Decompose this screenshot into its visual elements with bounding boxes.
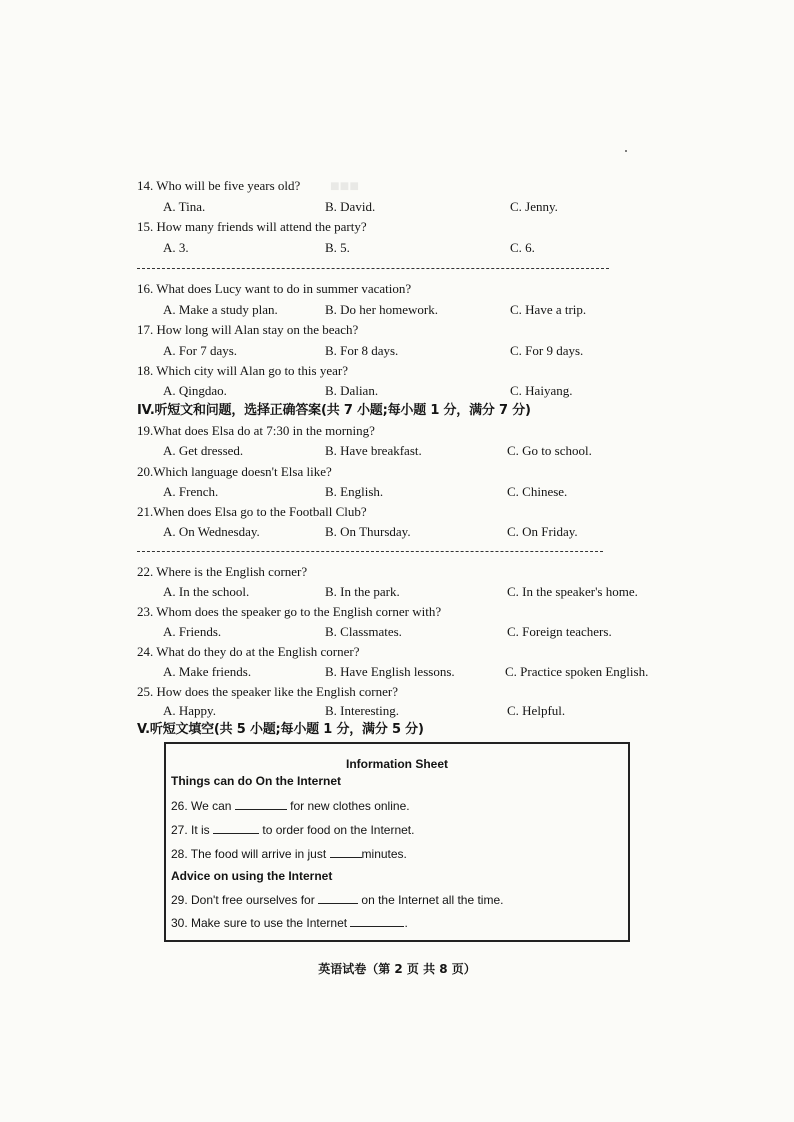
information-sheet-title: Information Sheet <box>345 757 448 771</box>
q19-option-b: B. Have breakfast. <box>325 443 422 458</box>
fill-item-30: 30. Make sure to use the Internet . <box>171 916 408 930</box>
answer-blank-30[interactable] <box>350 915 404 927</box>
question-16: 16. What does Lucy want to do in summer vacation? <box>137 281 412 296</box>
q21-option-a: A. On Wednesday. <box>163 524 260 539</box>
q25-option-a: A. Happy. <box>163 703 216 718</box>
q16-option-b: B. Do her homework. <box>325 302 439 317</box>
question-17: 17. How long will Alan stay on the beach? <box>137 322 359 337</box>
answer-blank-29[interactable] <box>318 892 358 904</box>
q24-option-a: A. Make friends. <box>163 664 252 679</box>
q16-option-a: A. Make a study plan. <box>163 302 278 317</box>
q14-option-a: A. Tina. <box>163 199 206 214</box>
dashed-divider <box>137 268 609 269</box>
q22-option-b: B. In the park. <box>325 584 400 599</box>
fill-item-26: 26. We can for new clothes online. <box>171 799 410 813</box>
info-heading-advice: Advice on using the Internet <box>171 869 333 883</box>
question-23: 23. Whom does the speaker go to the English corner with? <box>137 604 442 619</box>
q20-option-a: A. French. <box>163 484 219 499</box>
q17-option-c: C. For 9 days. <box>510 343 584 358</box>
question-19: 19.What does Elsa do at 7:30 in the morning? <box>137 423 375 438</box>
q17-option-b: B. For 8 days. <box>325 343 399 358</box>
q23-option-a: A. Friends. <box>163 624 222 639</box>
question-24: 24. What do they do at the English corner? <box>137 644 360 659</box>
q23-option-c: C. Foreign teachers. <box>507 624 612 639</box>
q22-option-c: C. In the speaker's home. <box>507 584 638 599</box>
q25-option-c: C. Helpful. <box>507 703 566 718</box>
question-14: 14. Who will be five years old? <box>137 178 301 193</box>
q19-option-a: A. Get dressed. <box>163 443 244 458</box>
q16-option-c: C. Have a trip. <box>510 302 587 317</box>
q25-option-b: B. Interesting. <box>325 703 400 718</box>
info-heading-things: Things can do On the Internet <box>171 774 342 788</box>
q17-option-a: A. For 7 days. <box>163 343 238 358</box>
q24-option-b: B. Have English lessons. <box>325 664 455 679</box>
section-v-heading: V.听短文填空(共 5 小题;每小题 1 分，满分 5 分) <box>137 722 424 737</box>
question-20: 20.Which language doesn't Elsa like? <box>137 464 332 479</box>
q20-option-b: B. English. <box>325 484 384 499</box>
scan-speck <box>625 150 627 152</box>
question-21: 21.When does Elsa go to the Football Club? <box>137 504 367 519</box>
answer-blank-28[interactable] <box>330 846 362 858</box>
answer-blank-26[interactable] <box>235 798 287 810</box>
fill-item-27: 27. It is to order food on the Internet. <box>171 823 415 837</box>
q15-option-b: B. 5. <box>325 240 350 255</box>
bleed-through-text: ■■■ <box>330 178 359 195</box>
page-footer: 英语试卷（第 2 页 共 8 页） <box>318 962 476 976</box>
question-25: 25. How does the speaker like the English corner? <box>137 684 399 699</box>
question-18: 18. Which city will Alan go to this year? <box>137 363 348 378</box>
q14-option-b: B. David. <box>325 199 376 214</box>
q21-option-c: C. On Friday. <box>507 524 578 539</box>
fill-item-29: 29. Don't free ourselves for on the Internet all the time. <box>171 893 504 907</box>
q23-option-b: B. Classmates. <box>325 624 402 639</box>
question-22: 22. Where is the English corner? <box>137 564 308 579</box>
q24-option-c: C. Practice spoken English. <box>505 664 649 679</box>
q20-option-c: C. Chinese. <box>507 484 568 499</box>
q18-option-b: B. Dalian. <box>325 383 379 398</box>
section-iv-heading: IV.听短文和问题，选择正确答案(共 7 小题;每小题 1 分，满分 7 分) <box>137 403 531 418</box>
q22-option-a: A. In the school. <box>163 584 250 599</box>
q18-option-a: A. Qingdao. <box>163 383 227 398</box>
q19-option-c: C. Go to school. <box>507 443 592 458</box>
question-15: 15. How many friends will attend the party? <box>137 219 367 234</box>
q21-option-b: B. On Thursday. <box>325 524 411 539</box>
q15-option-c: C. 6. <box>510 240 535 255</box>
fill-item-28: 28. The food will arrive in just minutes. <box>171 847 407 861</box>
information-sheet-box <box>164 742 630 942</box>
dashed-divider <box>137 551 603 552</box>
q14-option-c: C. Jenny. <box>510 199 558 214</box>
q18-option-c: C. Haiyang. <box>510 383 573 398</box>
answer-blank-27[interactable] <box>213 822 259 834</box>
q15-option-a: A. 3. <box>163 240 189 255</box>
